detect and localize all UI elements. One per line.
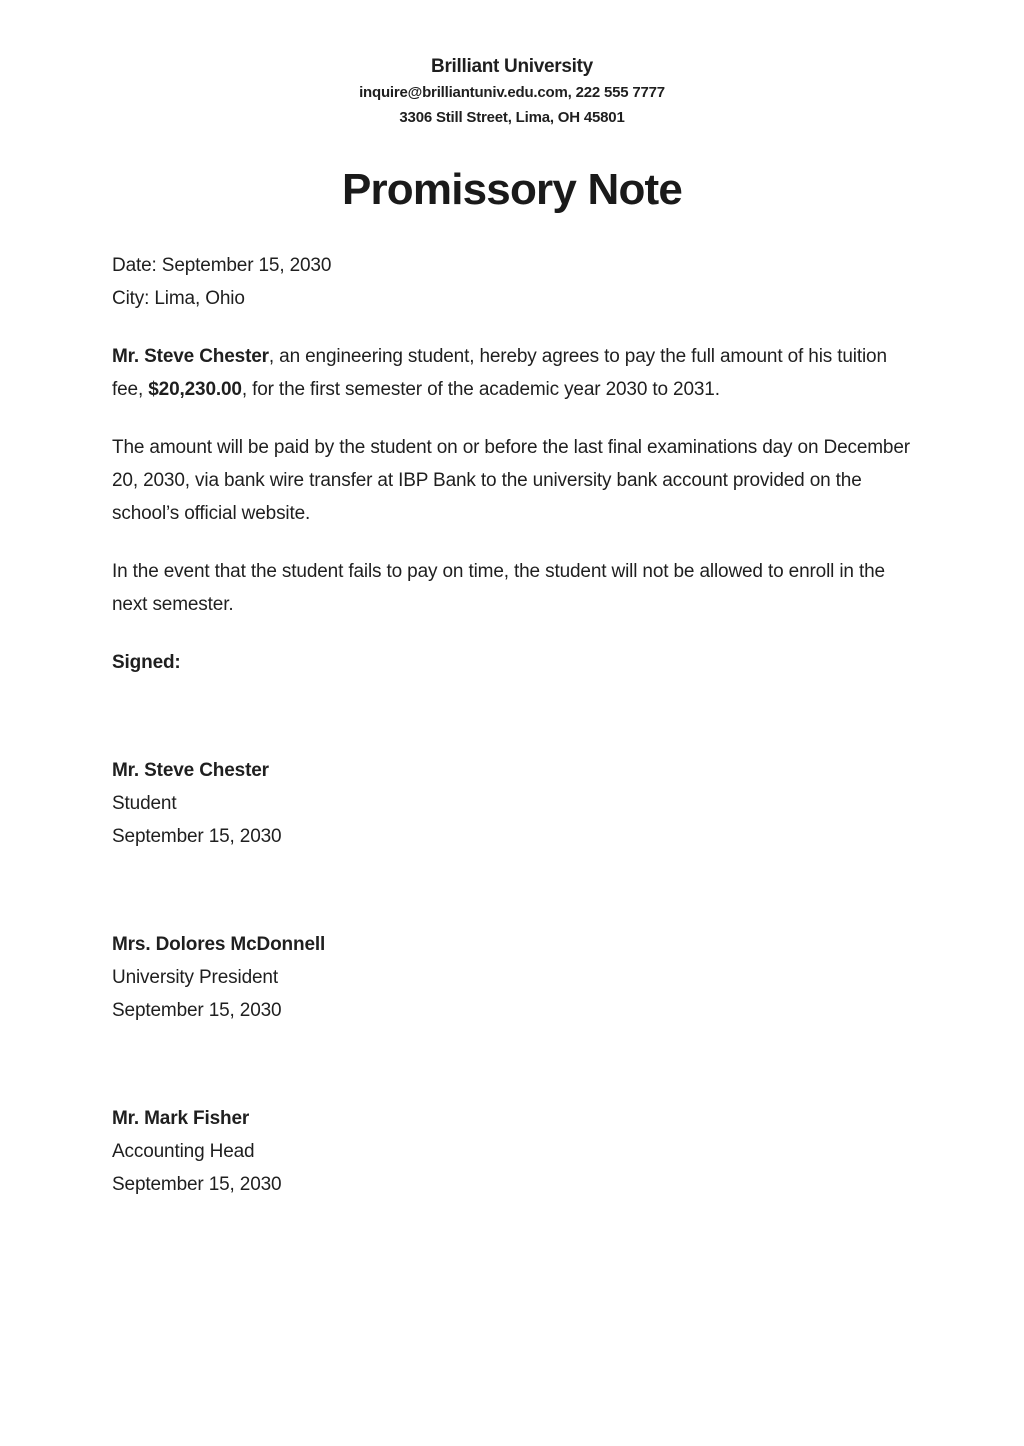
date-line: Date: September 15, 2030 xyxy=(112,255,332,276)
signatory-date: September 15, 2030 xyxy=(112,1174,282,1195)
city-line: City: Lima, Ohio xyxy=(112,288,245,309)
signatory-date: September 15, 2030 xyxy=(112,826,282,847)
agreement-text-a: , an engineering student, hereby agrees to pay the full amount of his tuition fee, xyxy=(112,346,887,400)
organization-name: Brilliant University xyxy=(431,56,593,77)
amount-value: $20,230.00 xyxy=(148,379,242,400)
signatory-block xyxy=(112,928,912,1027)
signatory-role: Student xyxy=(112,793,177,814)
signatory-role: University President xyxy=(112,967,278,988)
signatory-role: Accounting Head xyxy=(112,1141,255,1162)
letterhead xyxy=(0,54,1024,130)
signatory-block xyxy=(112,1102,912,1201)
paragraph-agreement xyxy=(112,340,912,406)
signatory-name: Mr. Mark Fisher xyxy=(112,1108,250,1129)
debtor-name: Mr. Steve Chester xyxy=(112,346,269,367)
organization-address: 3306 Still Street, Lima, OH 45801 xyxy=(399,109,625,126)
paragraph-payment-terms: The amount will be paid by the student on or before the last final examinations day on December 20, 2030, via bank wire transfer at IBP Bank to the university bank account provided on the school’s official website. xyxy=(112,437,910,524)
paragraph-penalty: In the event that the student fails to pay on time, the student will not be allowed to enroll in the next semester. xyxy=(112,561,885,615)
agreement-text-b: , for the first semester of the academic year 2030 to 2031. xyxy=(241,379,720,400)
signed-label: Signed: xyxy=(112,652,181,673)
signatory-name: Mrs. Dolores McDonnell xyxy=(112,934,326,955)
signatory-name: Mr. Steve Chester xyxy=(112,760,269,781)
signatory-date: September 15, 2030 xyxy=(112,1000,282,1021)
organization-contact: inquire@brilliantuniv.edu.com, 222 555 7777 xyxy=(359,84,665,101)
signatory-block xyxy=(112,754,912,853)
document-body xyxy=(112,249,912,1201)
document-title: Promissory Note xyxy=(341,165,683,214)
